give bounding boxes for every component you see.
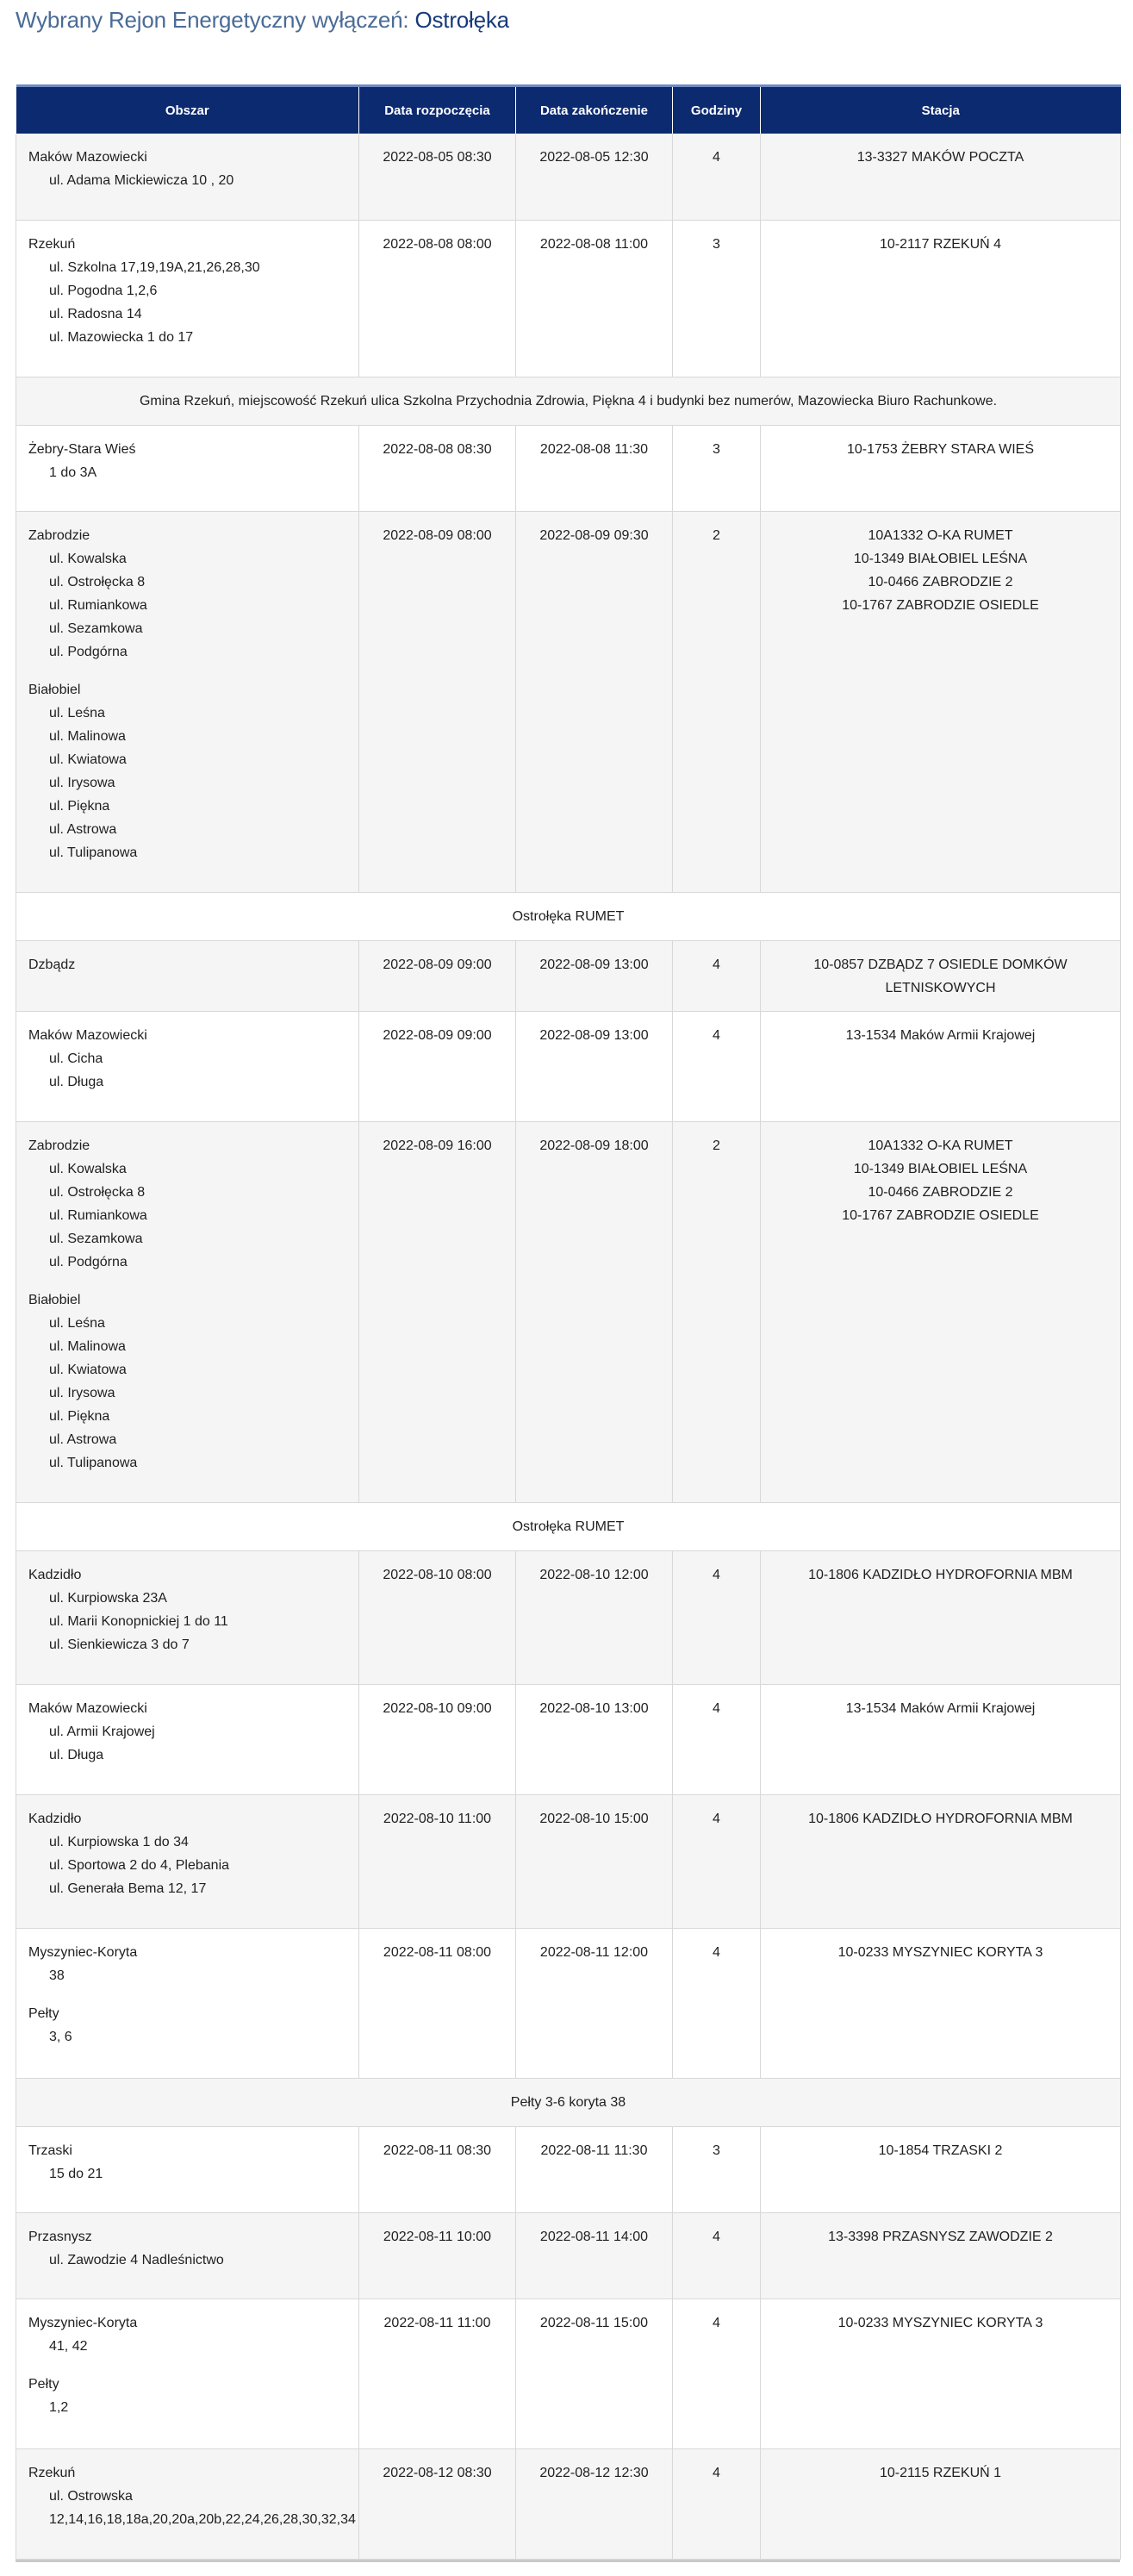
page-title [16,7,509,34]
street-line: ul. Pogodna 1,2,6 [49,283,158,298]
start-date-cell: 2022-08-09 09:00 [359,1011,516,1121]
street-line: ul. Tulipanowa [49,845,138,860]
place-name: Przasnysz [28,2229,92,2244]
street-line: ul. Ostrołęcka 8 [49,1184,146,1200]
start-date-cell: 2022-08-11 11:00 [359,2298,516,2448]
end-date-cell: 2022-08-09 09:30 [516,511,673,892]
start-date-cell: 2022-08-12 08:30 [359,2448,516,2559]
street-line: ul. Kurpiowska 1 do 34 [49,1834,189,1849]
area-group [28,1024,346,1094]
hours-cell: 4 [673,1928,761,2078]
outage-table-container [16,84,1120,2560]
street-line: ul. Sezamkowa [49,1231,143,1246]
station-name: 10-0857 DZBĄDZ 7 OSIEDLE DOMKÓW LETNISKOWYCH [813,957,1068,995]
table-row [16,1928,1121,2078]
note-cell: Gmina Rzekuń, miejscowość Rzekuń ulica Szkolna Przychodnia Zdrowia, Piękna 4 i budynki bez numerów, Mazowiecka Biuro Rachunkowe. [16,377,1121,425]
station-cell [761,1121,1121,1502]
table-row [16,2212,1121,2298]
place-name: Pełty [28,2376,59,2392]
street-line: 15 do 21 [49,2166,103,2181]
end-date-cell: 2022-08-10 12:00 [516,1550,673,1684]
station-cell [761,511,1121,892]
table-row [16,2298,1121,2448]
place-name: Maków Mazowiecki [28,1027,147,1043]
table-header [16,86,1121,134]
place-name: Trzaski [28,2143,72,2158]
area-group [28,1134,346,1274]
start-date-cell: 2022-08-11 08:00 [359,1928,516,2078]
table-note-row [16,1502,1121,1550]
hours-cell: 4 [673,1011,761,1121]
table-row [16,220,1121,377]
station-name: 10-0233 MYSZYNIEC KORYTA 3 [837,1944,1043,1960]
station-name: 10A1332 O-KA RUMET [868,527,1013,543]
place-name: Rzekuń [28,236,76,252]
end-date-cell: 2022-08-12 12:30 [516,2448,673,2559]
station-name: 10-0466 ZABRODZIE 2 [868,1184,1013,1200]
end-date-cell: 2022-08-11 12:00 [516,1928,673,2078]
hours-cell: 4 [673,2298,761,2448]
street-line: 12,14,16,18,18a,20,20a,20b,22,24,26,28,30,32,34 [49,2511,356,2527]
end-date-cell: 2022-08-09 18:00 [516,1121,673,1502]
table-body [16,134,1121,2559]
place-name: Kadzidło [28,1811,82,1826]
hours-cell: 4 [673,134,761,220]
street-line: ul. Astrowa [49,821,117,837]
area-cell [16,2448,359,2559]
start-date-cell: 2022-08-08 08:30 [359,425,516,511]
street-line: ul. Irysowa [49,775,115,790]
street-line: ul. Ostrołęcka 8 [49,574,146,589]
area-cell [16,940,359,1011]
street-line: ul. Sienkiewicza 3 do 7 [49,1637,190,1652]
street-line: ul. Kwiatowa [49,752,127,767]
table-note-row [16,377,1121,425]
hours-cell: 3 [673,425,761,511]
area-group [28,1697,346,1767]
street-line: ul. Zawodzie 4 Nadleśnictwo [49,2252,224,2267]
street-line: ul. Malinowa [49,728,126,744]
street-line: ul. Generała Bema 12, 17 [49,1881,207,1896]
street-line: ul. Kurpiowska 23A [49,1590,167,1606]
street-line: ul. Kowalska [49,1161,127,1176]
street-line: ul. Rumiankowa [49,597,147,613]
street-line: ul. Mazowiecka 1 do 17 [49,329,194,345]
column-header-end: Data zakończenie [516,86,673,134]
start-date-cell: 2022-08-09 16:00 [359,1121,516,1502]
place-name: Kadzidło [28,1567,82,1582]
area-group [28,1288,346,1475]
place-name: Zabrodzie [28,1138,90,1153]
table-row [16,1684,1121,1794]
street-line: ul. Podgórna [49,644,128,659]
start-date-cell: 2022-08-10 11:00 [359,1794,516,1928]
table-row [16,134,1121,220]
area-group [28,1941,346,1987]
station-name: 10-1806 KADZIDŁO HYDROFORNIA MBM [808,1567,1073,1582]
station-name: 10-2115 RZEKUŃ 1 [879,2465,1002,2480]
station-name: 13-1534 Maków Armii Krajowej [845,1700,1036,1716]
street-line: ul. Sportowa 2 do 4, Plebania [49,1857,230,1873]
street-line: ul. Tulipanowa [49,1455,138,1470]
end-date-cell: 2022-08-05 12:30 [516,134,673,220]
area-cell [16,2212,359,2298]
station-name: 10-1806 KADZIDŁO HYDROFORNIA MBM [808,1811,1073,1826]
start-date-cell: 2022-08-10 09:00 [359,1684,516,1794]
area-group [28,678,346,864]
end-date-cell: 2022-08-11 14:00 [516,2212,673,2298]
place-name: Rzekuń [28,2465,76,2480]
area-group [28,146,346,192]
station-name: 10-2117 RZEKUŃ 4 [879,236,1002,252]
place-name: Myszyniec-Koryta [28,1944,138,1960]
table-row [16,2448,1121,2559]
hours-cell: 4 [673,1550,761,1684]
area-cell [16,220,359,377]
area-group [28,1807,346,1900]
station-cell [761,2448,1121,2559]
street-line: ul. Piękna [49,1408,110,1424]
area-cell [16,1794,359,1928]
street-line: 1,2 [49,2399,69,2415]
selected-region: Ostrołęka [414,7,509,33]
area-group [28,2139,346,2186]
table-row [16,2126,1121,2212]
station-cell [761,1928,1121,2078]
street-line: ul. Ostrowska [49,2488,133,2504]
station-name: 10-0233 MYSZYNIEC KORYTA 3 [837,2315,1043,2330]
place-name: Dzbądz [28,957,76,972]
street-line: ul. Leśna [49,705,105,720]
street-line: ul. Sezamkowa [49,621,143,636]
station-cell [761,220,1121,377]
station-cell [761,2212,1121,2298]
table-row [16,1550,1121,1684]
page-title-prefix: Wybrany Rejon Energetyczny wyłączeń: [16,7,415,33]
street-line: 38 [49,1968,65,1983]
street-line: 3, 6 [49,2029,72,2044]
street-line: ul. Leśna [49,1315,105,1331]
street-line: ul. Astrowa [49,1431,117,1447]
end-date-cell: 2022-08-10 13:00 [516,1684,673,1794]
street-line: ul. Armii Krajowej [49,1724,155,1739]
table-note-row [16,892,1121,940]
area-group [28,2225,346,2272]
area-group [28,524,346,664]
end-date-cell: 2022-08-08 11:30 [516,425,673,511]
street-line: ul. Piękna [49,798,110,814]
station-name: 10-1349 BIAŁOBIEL LEŚNA [853,1161,1028,1176]
note-cell: Ostrołęka RUMET [16,1502,1121,1550]
street-line: ul. Podgórna [49,1254,128,1269]
end-date-cell: 2022-08-09 13:00 [516,1011,673,1121]
start-date-cell: 2022-08-11 10:00 [359,2212,516,2298]
start-date-cell: 2022-08-11 08:30 [359,2126,516,2212]
place-name: Żebry-Stara Wieś [28,441,136,457]
table-row [16,940,1121,1011]
street-line: ul. Irysowa [49,1385,115,1400]
area-cell [16,1011,359,1121]
start-date-cell: 2022-08-10 08:00 [359,1550,516,1684]
end-date-cell: 2022-08-11 15:00 [516,2298,673,2448]
area-group [28,438,346,484]
area-cell [16,1121,359,1502]
street-line: ul. Cicha [49,1051,103,1066]
column-header-hours: Godziny [673,86,761,134]
note-cell: Ostrołęka RUMET [16,892,1121,940]
street-line: ul. Adama Mickiewicza 10 , 20 [49,173,234,188]
table-row [16,1011,1121,1121]
hours-cell: 4 [673,1794,761,1928]
street-line: ul. Rumiankowa [49,1207,147,1223]
area-cell [16,1684,359,1794]
street-line: ul. Długa [49,1074,104,1089]
station-name: 13-3398 PRZASNYSZ ZAWODZIE 2 [828,2229,1053,2244]
outage-table [16,84,1121,2560]
street-line: ul. Marii Konopnickiej 1 do 11 [49,1613,228,1629]
table-row [16,511,1121,892]
street-line: 41, 42 [49,2338,88,2354]
station-name: 13-3327 MAKÓW POCZTA [856,150,1024,165]
street-line: ul. Długa [49,1747,104,1762]
hours-cell: 2 [673,511,761,892]
street-line: ul. Szkolna 17,19,19A,21,26,28,30 [49,259,260,275]
hours-cell: 3 [673,2126,761,2212]
street-line: ul. Kowalska [49,551,127,566]
station-name: 10-1753 ŻEBRY STARA WIEŚ [847,441,1034,457]
note-cell: Pełty 3-6 koryta 38 [16,2078,1121,2126]
area-cell [16,2126,359,2212]
street-line: ul. Radosna 14 [49,306,142,321]
area-cell [16,425,359,511]
station-cell [761,2126,1121,2212]
area-group [28,2373,346,2419]
station-cell [761,1550,1121,1684]
station-name: 10-1767 ZABRODZIE OSIEDLE [842,597,1039,613]
street-line: ul. Malinowa [49,1338,126,1354]
start-date-cell: 2022-08-09 09:00 [359,940,516,1011]
hours-cell: 4 [673,1684,761,1794]
station-name: 10-1854 TRZASKI 2 [878,2143,1003,2158]
column-header-start: Data rozpoczęcia [359,86,516,134]
column-header-station: Stacja [761,86,1121,134]
station-name: 10-0466 ZABRODZIE 2 [868,574,1013,589]
hours-cell: 4 [673,2448,761,2559]
station-cell [761,940,1121,1011]
station-name: 10A1332 O-KA RUMET [868,1138,1013,1153]
place-name: Białobiel [28,682,81,697]
place-name: Maków Mazowiecki [28,1700,147,1716]
place-name: Pełty [28,2005,59,2021]
area-cell [16,134,359,220]
station-cell [761,1684,1121,1794]
station-cell [761,425,1121,511]
area-cell [16,511,359,892]
station-cell [761,1794,1121,1928]
street-line: ul. Kwiatowa [49,1362,127,1377]
place-name: Zabrodzie [28,527,90,543]
station-name: 10-1349 BIAŁOBIEL LEŚNA [853,551,1028,566]
column-header-area: Obszar [16,86,359,134]
area-cell [16,1550,359,1684]
table-row [16,1121,1121,1502]
table-bottom-border [16,2560,1120,2562]
station-name: 10-1767 ZABRODZIE OSIEDLE [842,1207,1039,1223]
station-cell [761,134,1121,220]
area-group [28,1563,346,1656]
area-group [28,233,346,349]
end-date-cell: 2022-08-11 11:30 [516,2126,673,2212]
area-group [28,2002,346,2049]
station-cell [761,2298,1121,2448]
hours-cell: 2 [673,1121,761,1502]
start-date-cell: 2022-08-09 08:00 [359,511,516,892]
end-date-cell: 2022-08-08 11:00 [516,220,673,377]
end-date-cell: 2022-08-10 15:00 [516,1794,673,1928]
place-name: Myszyniec-Koryta [28,2315,138,2330]
area-cell [16,1928,359,2078]
street-line: 1 do 3A [49,465,97,480]
station-cell [761,1011,1121,1121]
end-date-cell: 2022-08-09 13:00 [516,940,673,1011]
table-row [16,425,1121,511]
area-group [28,2311,346,2358]
place-name: Maków Mazowiecki [28,150,147,165]
start-date-cell: 2022-08-05 08:30 [359,134,516,220]
table-row [16,1794,1121,1928]
start-date-cell: 2022-08-08 08:00 [359,220,516,377]
area-group [28,2461,356,2531]
area-group [28,953,346,976]
hours-cell: 3 [673,220,761,377]
area-cell [16,2298,359,2448]
place-name: Białobiel [28,1292,81,1307]
table-note-row [16,2078,1121,2126]
hours-cell: 4 [673,940,761,1011]
hours-cell: 4 [673,2212,761,2298]
station-name: 13-1534 Maków Armii Krajowej [845,1027,1036,1043]
